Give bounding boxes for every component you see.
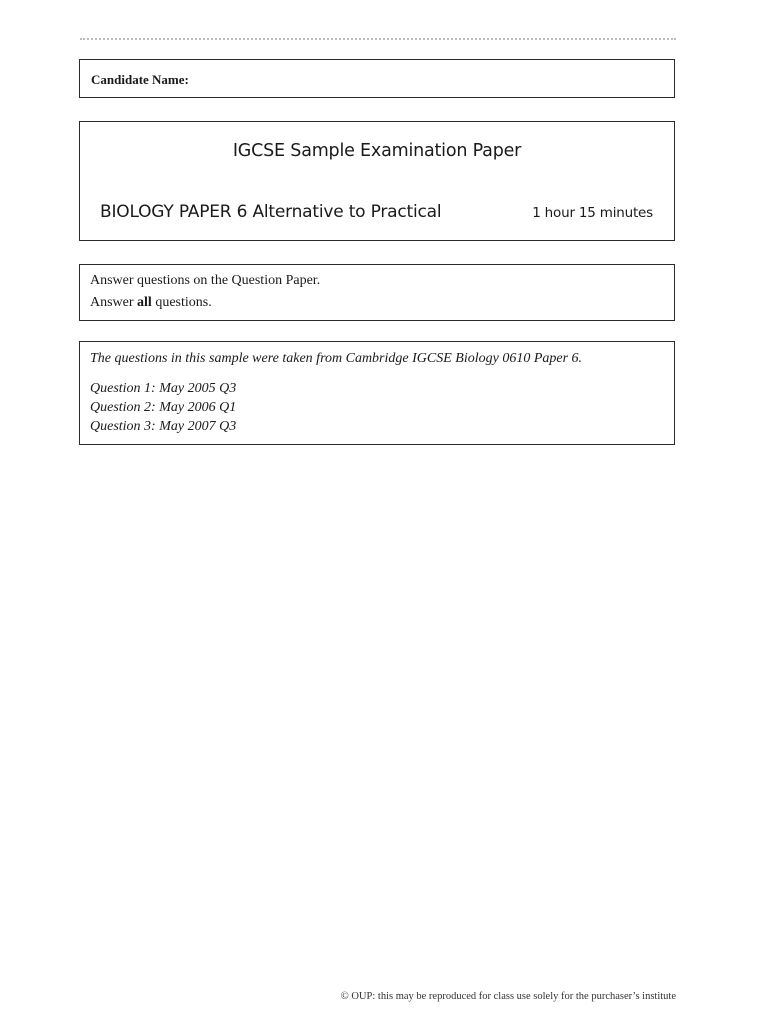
instruction-line-2-suffix: questions. [151,295,212,310]
question-source-item: Question 3: May 2007 Q3 [90,419,237,434]
instruction-line-2-prefix: Answer [90,295,138,310]
instruction-line-2 [90,295,212,311]
question-source-item: Question 1: May 2005 Q3 [90,381,237,396]
question-source-box [79,341,675,445]
question-source-item: Question 2: May 2006 Q1 [90,400,237,415]
source-note: The questions in this sample were taken from Cambridge IGCSE Biology 0610 Paper 6. [90,351,583,366]
exam-duration: 1 hour 15 minutes [532,205,653,221]
candidate-name-box [79,59,675,98]
top-dotted-rule [80,38,676,40]
instruction-line-1: Answer questions on the Question Paper. [90,273,321,288]
subject-title: BIOLOGY PAPER 6 Alternative to Practical [100,202,442,222]
copyright-footer: © OUP: this may be reproduced for class use solely for the purchaser’s institute [340,991,676,1002]
instruction-line-2-emphasis: all [137,295,152,310]
instructions-box [79,264,675,321]
paper-title: IGCSE Sample Examination Paper [232,141,522,161]
candidate-name-label: Candidate Name: [91,72,189,87]
exam-title-box [79,121,675,241]
